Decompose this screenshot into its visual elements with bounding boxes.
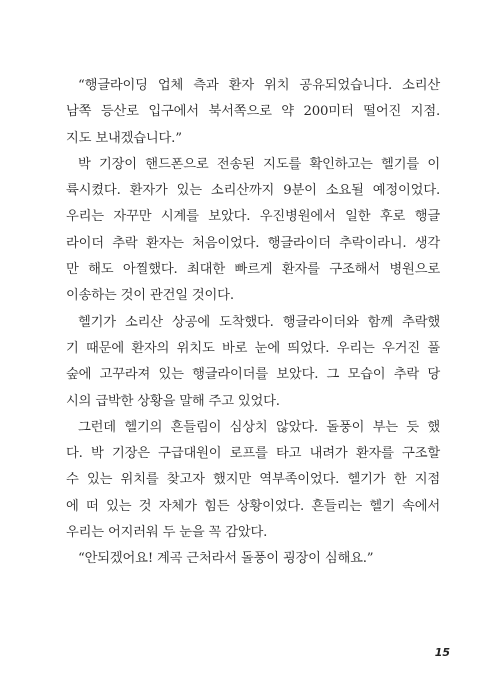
text-line: 다. 박 기장은 구급대원이 로프를 타고 내려가 환자를 구조할 (66, 446, 440, 462)
text-line: 수 있는 위치를 찾고자 했지만 역부족이었다. 헬기가 한 지점 (66, 472, 440, 488)
body-text (66, 73, 440, 573)
paragraph-1 (66, 73, 440, 152)
text-line: 시의 급박한 상황을 말해 주고 있었다. (66, 393, 280, 409)
paragraph-4 (66, 415, 440, 546)
text-line: 만 해도 아찔했다. 최대한 빠르게 환자를 구조해서 병원으로 (66, 262, 440, 278)
text-line: 우리는 자꾸만 시계를 보았다. 우진병원에서 일한 후로 행글 (66, 209, 440, 225)
text-line: “행글라이딩 업체 측과 환자 위치 공유되었습니다. 소리산 (78, 78, 440, 93)
text-line: 남쪽 등산로 입구에서 북서쪽으로 약 200미터 떨어진 지점. (66, 104, 440, 120)
text-line: 지도 보내겠습니다.” (66, 130, 182, 146)
text-line: 숲에 고꾸라져 있는 행글라이더를 보았다. 그 모습이 추락 당 (66, 367, 440, 383)
text-line: “안되겠어요! 계곡 근처라서 돌풍이 굉장이 심해요.” (78, 551, 374, 567)
text-line: 에 떠 있는 것 자체가 힘든 상황이었다. 흔들리는 헬기 속에서 (66, 498, 440, 514)
paragraph-2 (66, 152, 440, 310)
text-line: 헬기가 소리산 상공에 도착했다. 행글라이더와 함께 추락했 (78, 314, 440, 330)
text-line: 륙시켰다. 환자가 있는 소리산까지 9분이 소요될 예정이었다. (66, 183, 440, 199)
text-line: 이송하는 것이 관건일 것이다. (66, 288, 234, 304)
text-line: 박 기장이 핸드폰으로 전송된 지도를 확인하고는 헬기를 이 (78, 156, 440, 172)
text-line: 라이더 추락 환자는 처음이었다. 행글라이더 추락이라니. 생각 (66, 235, 440, 251)
page-number: 15 (434, 646, 450, 659)
text-line: 우리는 어지러워 두 눈을 꼭 감았다. (66, 525, 268, 541)
text-line: 기 때문에 환자의 위치도 바로 눈에 띄었다. 우리는 우거진 풀 (66, 340, 440, 356)
paragraph-3 (66, 310, 440, 415)
paragraph-5 (66, 546, 440, 572)
text-line: 그런데 헬기의 흔들림이 심상치 않았다. 돌풍이 부는 듯 했 (78, 419, 440, 435)
